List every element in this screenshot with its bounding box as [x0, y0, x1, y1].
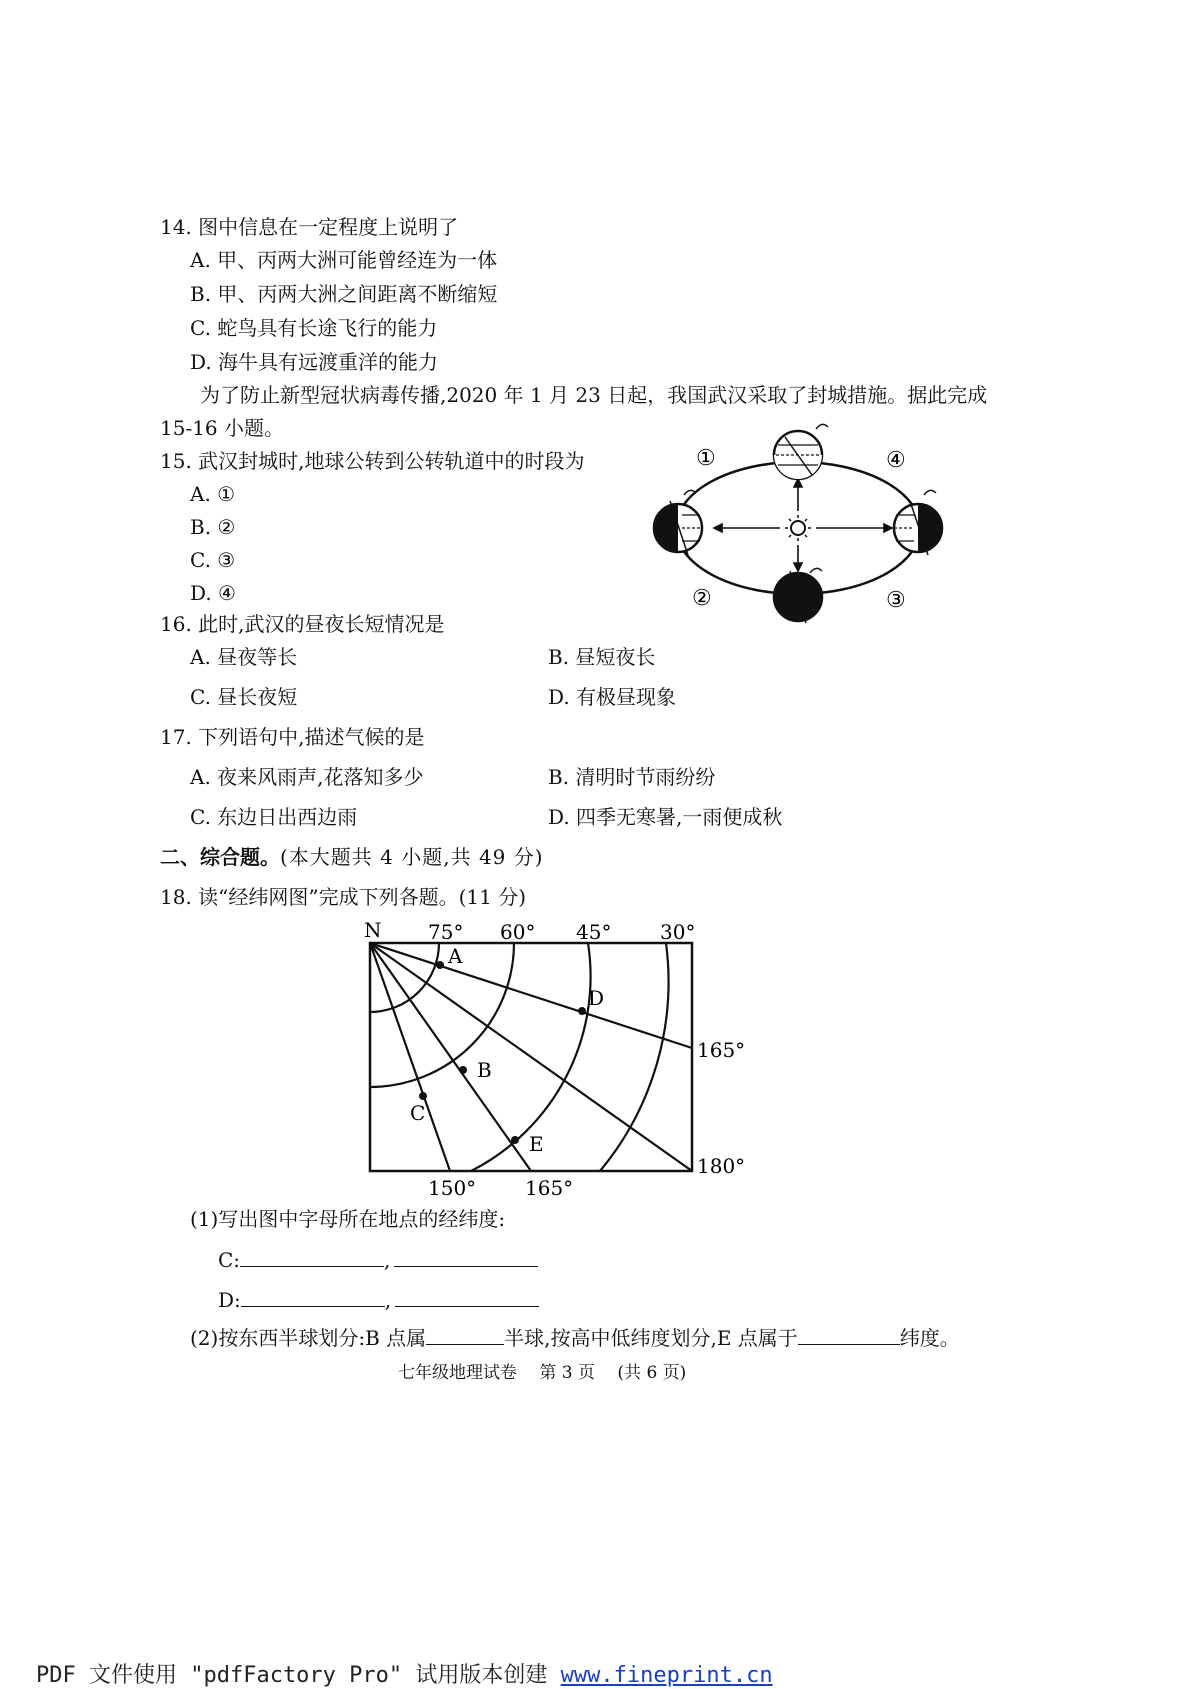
point-e-dot	[511, 1136, 519, 1144]
q16-option-a[interactable]: A. 昼夜等长	[190, 645, 298, 669]
blank-d-lon[interactable]	[241, 1288, 385, 1307]
lon-label-150: 150°	[428, 1176, 477, 1200]
point-c-dot	[419, 1092, 427, 1100]
blank-d-comma: ,	[384, 1288, 392, 1312]
intro-line-1: 为了防止新型冠状病毒传播,2020 年 1 月 23 日起，我国武汉采取了封城措施。据此完成	[200, 383, 988, 407]
earth-right-icon	[894, 490, 942, 555]
blank-c-comma: ,	[384, 1248, 391, 1272]
point-b-label: B	[477, 1058, 492, 1082]
point-e-label: E	[529, 1132, 544, 1156]
q18-sub2-part-a: (2)按东西半球划分:B 点属	[190, 1326, 427, 1350]
lon-label-180: 180°	[697, 1154, 746, 1178]
q17-option-a[interactable]: A. 夜来风雨声,花落知多少	[190, 765, 424, 789]
earth-left-icon	[654, 490, 702, 555]
point-d-dot	[578, 1007, 586, 1015]
point-d-label: D	[588, 986, 605, 1010]
q17-option-c[interactable]: C. 东边日出西边雨	[190, 805, 358, 829]
lon-label-165-right: 165°	[697, 1038, 746, 1062]
q15-option-d[interactable]: D. ④	[190, 581, 236, 605]
point-c-label: C	[410, 1101, 426, 1125]
sun-icon	[785, 515, 811, 541]
blank-e-latitude-zone[interactable]	[798, 1326, 900, 1345]
orbit-label-2: ②	[692, 586, 712, 611]
pdf-creator-note	[36, 1658, 773, 1689]
lat-label-75: 75°	[428, 920, 464, 944]
q18-stem: 18. 读“经纬网图”完成下列各题。(11 分)	[160, 885, 527, 909]
fineprint-link[interactable]: www.fineprint.cn	[560, 1663, 773, 1688]
page-footer: 七年级地理试卷 第 3 页 (共 6 页)	[398, 1363, 687, 1383]
q14-stem: 14. 图中信息在一定程度上说明了	[160, 215, 459, 239]
section-2-heading	[160, 845, 544, 869]
blank-c-label: C:	[218, 1248, 241, 1272]
lat-label-60: 60°	[500, 920, 536, 944]
orbit-label-3: ③	[886, 588, 906, 613]
blank-c-lon[interactable]	[240, 1248, 384, 1267]
blank-c-lat[interactable]	[394, 1248, 538, 1267]
blank-b-hemisphere[interactable]	[426, 1326, 504, 1345]
q17-stem: 17. 下列语句中,描述气候的是	[160, 725, 425, 749]
pdf-note-text: PDF 文件使用 "pdfFactory Pro" 试用版本创建	[36, 1663, 561, 1688]
q14-option-b[interactable]: B. 甲、丙两大洲之间距离不断缩短	[190, 282, 498, 306]
section-2-note: (本大题共 4 小题,共 49 分)	[280, 845, 544, 869]
intro-line-2: 15-16 小题。	[160, 416, 285, 440]
latitude-lines	[370, 943, 669, 1171]
q18-sub2	[190, 1326, 960, 1350]
blank-d-label: D:	[218, 1288, 241, 1312]
earth-bottom-icon	[774, 568, 822, 623]
earth-top-icon	[774, 424, 828, 479]
q18-sub2-part-c: 纬度。	[899, 1326, 960, 1350]
q15-stem: 15. 武汉封城时,地球公转到公转轨道中的时段为	[160, 449, 585, 473]
q15-option-b[interactable]: B. ②	[190, 515, 236, 539]
q17-option-d[interactable]: D. 四季无寒暑,一雨便成秋	[548, 805, 783, 829]
q16-option-c[interactable]: C. 昼长夜短	[190, 685, 298, 709]
q16-option-b[interactable]: B. 昼短夜长	[548, 645, 656, 669]
section-2-title: 二、综合题。	[160, 845, 280, 869]
q14-option-d[interactable]: D. 海牛具有远渡重洋的能力	[190, 350, 439, 374]
pole-label-n: N	[364, 918, 382, 942]
q16-option-d[interactable]: D. 有极昼现象	[548, 685, 677, 709]
orbit-label-4: ④	[886, 448, 906, 473]
point-a-label: A	[448, 944, 463, 968]
q15-option-c[interactable]: C. ③	[190, 548, 236, 572]
lat-label-30: 30°	[660, 920, 696, 944]
latitude-longitude-grid-map	[360, 915, 760, 1205]
lat-label-45: 45°	[576, 920, 612, 944]
q14-option-a[interactable]: A. 甲、丙两大洲可能曾经连为一体	[190, 248, 498, 272]
orbit-label-1: ①	[696, 446, 716, 471]
lon-label-165-bottom: 165°	[525, 1176, 574, 1200]
q17-option-b[interactable]: B. 清明时节雨纷纷	[548, 765, 716, 789]
q18-blank-row-d	[218, 1288, 539, 1312]
q16-stem: 16. 此时,武汉的昼夜长短情况是	[160, 612, 445, 636]
point-b-dot	[459, 1066, 467, 1074]
q18-sub1: (1)写出图中字母所在地点的经纬度:	[190, 1207, 506, 1231]
blank-d-lat[interactable]	[395, 1288, 539, 1307]
q18-blank-row-c	[218, 1248, 538, 1272]
point-a-dot	[436, 961, 444, 969]
q15-option-a[interactable]: A. ①	[190, 482, 236, 506]
q18-sub2-part-b: 半球,按高中低纬度划分,E 点属于	[504, 1326, 798, 1350]
map-points	[419, 961, 586, 1144]
earth-orbit-diagram	[640, 415, 960, 630]
q14-option-c[interactable]: C. 蛇鸟具有长途飞行的能力	[190, 316, 438, 340]
